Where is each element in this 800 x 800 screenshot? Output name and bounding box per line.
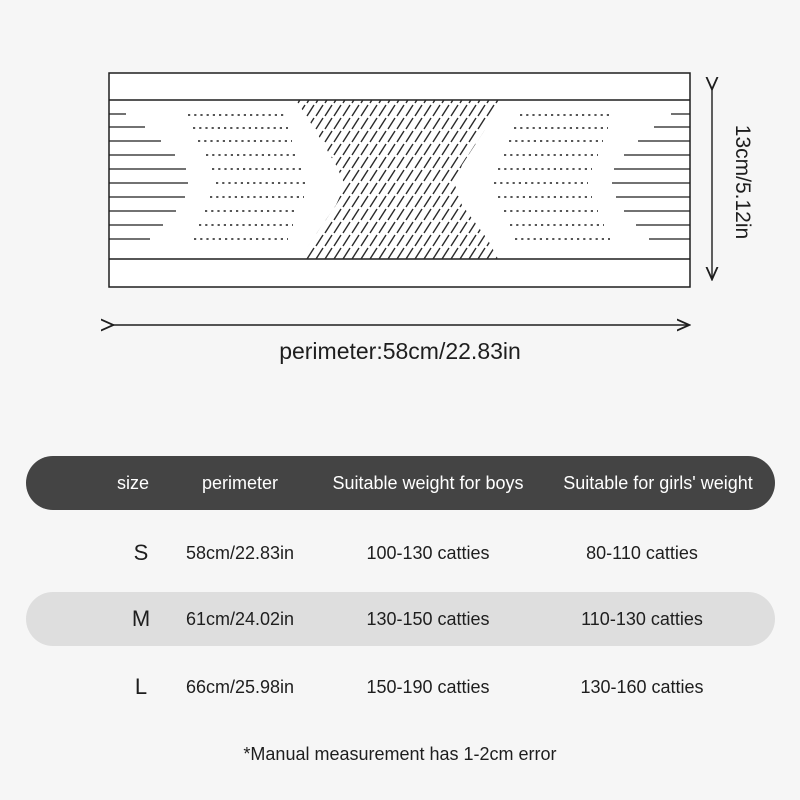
size-cell: L xyxy=(134,674,148,699)
boys-weight-cell: 130-150 catties xyxy=(366,609,490,629)
size-cell: S xyxy=(133,540,149,565)
perimeter-label: perimeter:58cm/22.83in xyxy=(279,338,521,364)
size-cell: M xyxy=(131,606,151,631)
girls-weight-cell: 110-130 catties xyxy=(581,609,703,629)
table-header-row xyxy=(0,456,800,510)
header-perimeter: perimeter xyxy=(201,473,279,493)
measurement-footnote: *Manual measurement has 1-2cm error xyxy=(243,744,557,764)
table-row xyxy=(0,660,800,714)
perimeter-cell: 61cm/24.02in xyxy=(185,609,295,629)
height-label: 13cm/5.12in xyxy=(731,124,754,240)
table-row xyxy=(0,526,800,580)
perimeter-cell: 66cm/25.98in xyxy=(185,677,295,697)
boys-weight-cell: 150-190 catties xyxy=(366,677,490,697)
boys-weight-cell: 100-130 catties xyxy=(366,543,490,563)
header-size: size xyxy=(116,473,149,493)
girls-weight-cell: 130-160 catties xyxy=(580,677,704,697)
header-girls-weight: Suitable for girls' weight xyxy=(563,473,753,493)
belt-diagram xyxy=(0,0,800,380)
table-row xyxy=(0,592,800,646)
girls-weight-cell: 80-110 catties xyxy=(586,543,698,563)
perimeter-cell: 58cm/22.83in xyxy=(185,543,295,563)
header-boys-weight: Suitable weight for boys xyxy=(332,473,524,493)
